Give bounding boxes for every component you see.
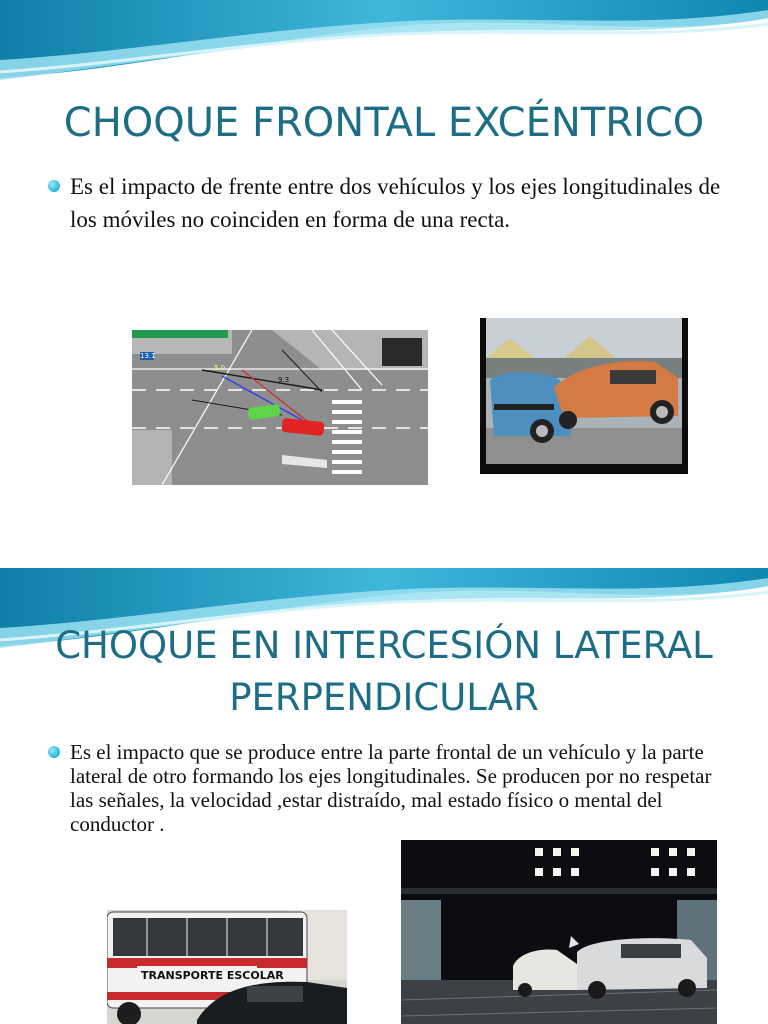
crash-reconstruction-diagram	[132, 330, 428, 485]
bullet-text: Es el impacto que se produce entre la parte frontal de un vehículo y la parte lateral de otro formando los ejes longitudinales. Se producen por no respetar las señales, la velocidad ,estar distraído, mal estado físico o mental del conductor .	[48, 740, 738, 836]
side-impact-crash-photo	[401, 840, 717, 1024]
bullet-list	[48, 170, 738, 236]
slide-title: CHOQUE FRONTAL EXCÉNTRICO	[63, 100, 705, 146]
title-line-1: CHOQUE EN INTERCESIÓN LATERAL	[55, 624, 713, 667]
header-wave-decoration	[0, 0, 768, 90]
school-bus-crash-photo	[107, 910, 347, 1024]
title-line-2: PERPENDICULAR	[229, 676, 539, 719]
slide-interseccion-lateral	[0, 568, 768, 1024]
diagram-label: 9.3	[278, 376, 290, 384]
slide-title	[0, 620, 768, 724]
diagram-label: 13.1	[140, 352, 156, 360]
bullet-text: Es el impacto de frente entre dos vehículos y los ejes longitudinales de los móviles no coinciden en forma de una recta.	[48, 170, 738, 236]
diagram-label: 5.0	[214, 364, 226, 372]
frontal-crash-photo	[480, 318, 688, 474]
bullet-list	[48, 740, 738, 836]
bus-sign-text: TRANSPORTE ESCOLAR	[141, 969, 284, 982]
